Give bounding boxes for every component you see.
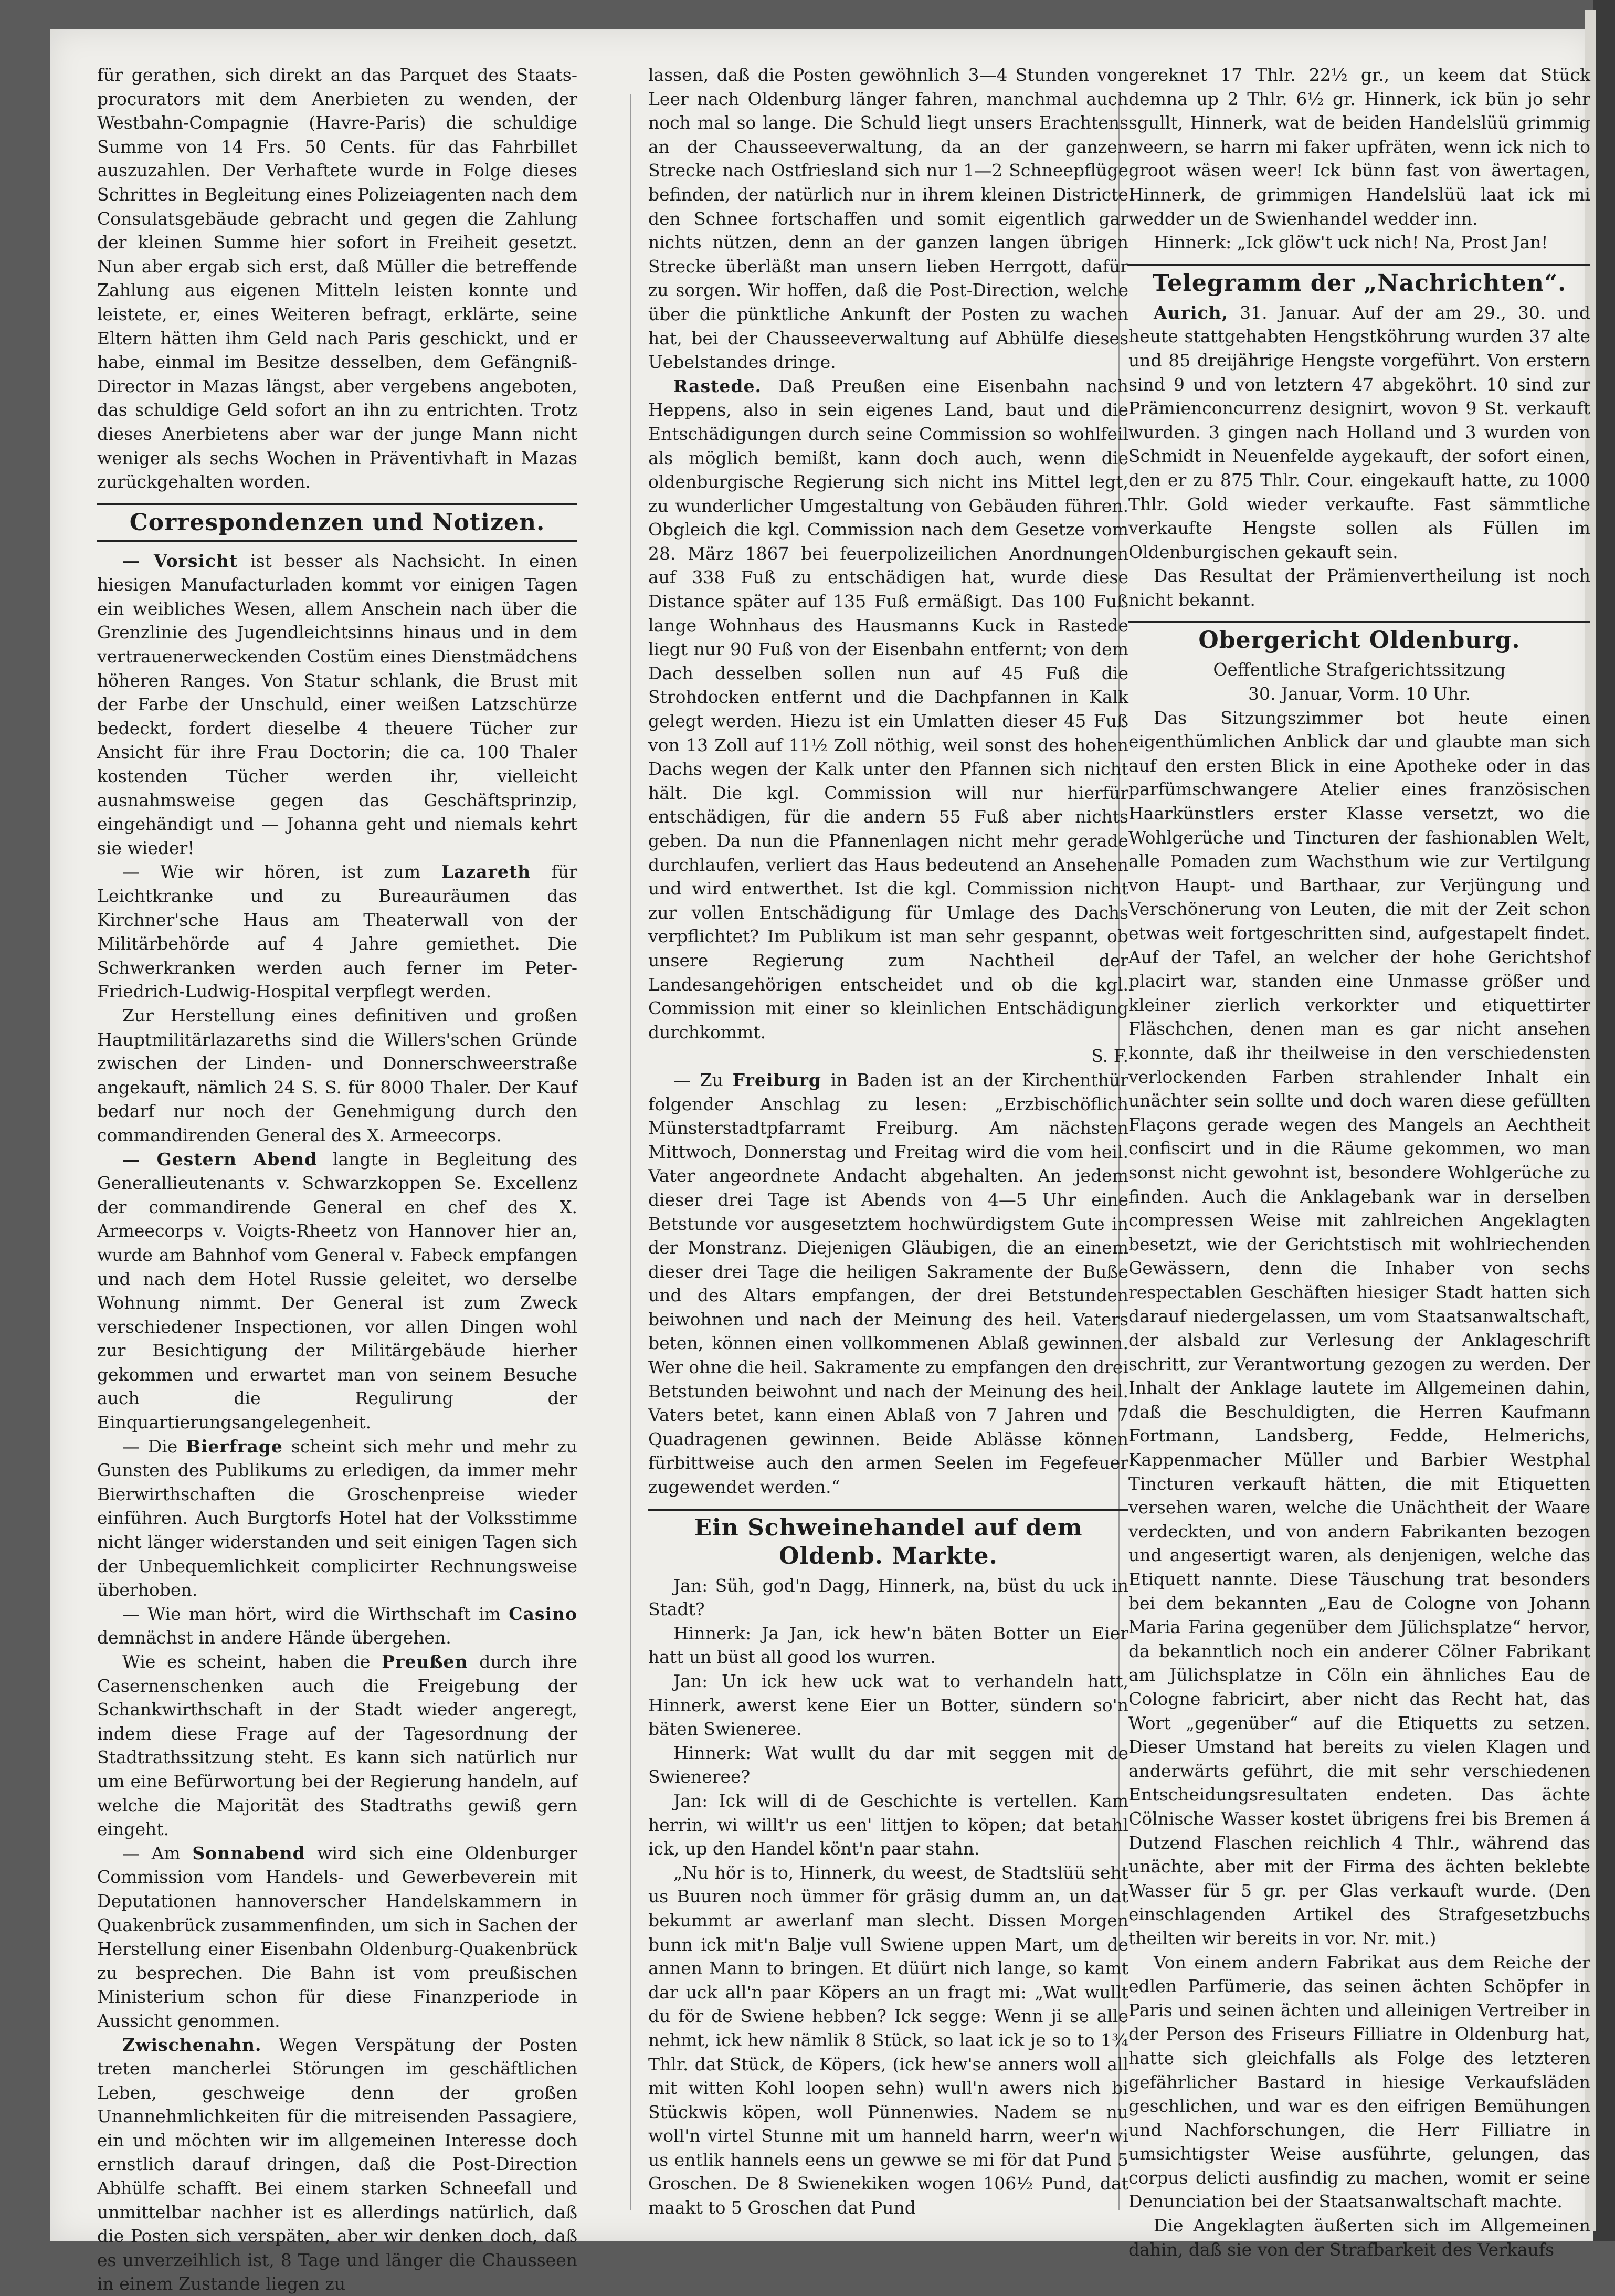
dialogue-line: Jan: Ick will di de Geschichte is vertellen. Kam herrin, wi willt'r us een' littjen to köpen; dat betahl ick, up den Handel könt'n paar stahn. — [648, 1789, 1128, 1861]
section-subheading: 30. Januar, Vorm. 10 Uhr. — [1128, 682, 1590, 706]
notice-keyword: Aurich, — [1154, 302, 1228, 323]
notice-keyword: Lazareth — [441, 861, 531, 882]
notice-keyword: Rastede. — [673, 376, 762, 396]
notice-keyword: — Vorsicht — [122, 551, 238, 571]
notice-text: scheint sich mehr und mehr zu Gunsten des Publikums zu erledigen, da immer mehr Bierwirthschaften die Groschenpreise wieder einführen. Auch Burgtorfs Hotel hat der Volksstimme nicht länger widerstanden und seit einigen Tagen sich der Unbequemlichkeit complicirter Rechnungsweise überhoben. — [97, 1436, 577, 1600]
notice-paragraph: Das Resultat der Prämienvertheilung ist noch nicht bekannt. — [1128, 564, 1590, 612]
section-rule — [97, 503, 577, 505]
notice-lazareth — [97, 860, 577, 1004]
column-rule — [630, 94, 631, 2210]
column-middle — [648, 63, 1128, 2220]
column-left — [97, 63, 577, 2296]
notice-text: — Wie wir hören, ist zum — [122, 861, 441, 882]
section-rule — [1128, 621, 1590, 623]
notice-text: — Zu — [673, 1070, 733, 1090]
notice-bierfrage — [97, 1435, 577, 1602]
section-rule — [648, 1509, 1128, 1511]
notice-text: durch ihre Casernenschenken auch die Freigebung der Schankwirthschaft in der Stadt wieder angeregt, indem diese Frage auf der Tagesordnung der Stadtrathssitzung steht. Es kann sich natürlich nur um eine Befürwortung bei der Regierung handeln, auf welche die Majorität des Stadtraths gewiß gern eingeht. — [97, 1651, 577, 1839]
section-rule — [97, 540, 577, 542]
notice-keyword: — Gestern Abend — [122, 1149, 317, 1170]
notice-sonnabend — [97, 1841, 577, 2033]
notice-freiburg — [648, 1068, 1128, 1499]
notice-casino — [97, 1602, 577, 1650]
notice-aurich — [1128, 301, 1590, 564]
notice-text: ist besser als Nachsicht. In einen hiesigen Manufacturladen kommt vor einigen Tagen ein weibliches Wesen, allem Anschein nach über die Grenzlinie des Jugendleichtsinns hinaus und in dem vertrauenerweckenden Costüm eines Dienstmädchens höheren Ranges. Von Statur schlank, die Brust mit der Farbe der Unschuld, einer weißen Latzschürze bedeckt, fordert dieselbe 4 theuere Tücher zur Ansicht für ihre Frau Doctorin; die ca. 100 Thaler kostenden Tücher werden ihr, vielleicht ausnahmsweise gegen das Geschäftsprinzip, eingehändigt und — Johanna geht und niemals kehrt sie wieder! — [97, 551, 577, 858]
notice-text: für Leichtkranke und zu Bureauräumen das Kirchner'sche Haus am Theaterwall von der Militärbehörde auf 4 Jahre gemiethet. Die Schwerkranken werden auch ferner im Peter-Friedrich-Ludwig-Hospital verpflegt werden. — [97, 861, 577, 1002]
notice-text: Wie es scheint, haben die — [122, 1651, 382, 1672]
section-rule — [1128, 264, 1590, 266]
notice-text: — Wie man hört, wird die Wirthschaft im — [122, 1604, 509, 1624]
dialogue-line: Hinnerk: „Ick glöw't uck nich! Na, Prost Jan! — [1128, 230, 1590, 255]
notice-text: Wegen Verspätung der Posten treten mancherlei Störungen im geschäftlichen Leben, geschweige denn der großen Unannehmlichkeiten für die mitreisenden Passagiere, ein und möchten wir im allgemeinen Interesse doch ernstlich darauf dringen, daß die Post-Direction Abhülfe schafft. Bei einem starken Schneefall und unmittelbar nachher ist es allerdings natürlich, daß die Posten sich verspäten, aber wir denken doch, daß es unverzeihlich ist, 8 Tage und länger die Chausseen in einem Zustande liegen zu — [97, 2035, 577, 2294]
article-continuation: lassen, daß die Posten gewöhnlich 3—4 Stunden von Leer nach Oldenburg länger fahren, manchmal auch noch mal so lange. Die Schuld liegt unsers Erachtens an der Chausseeverwaltung, da an der ganzen Strecke nach Ostfriesland sich nur 1—2 Schneepflüge befinden, der natürlich nur in ihrem kleinen Districte den Schnee fortschaffen und somit eigentlich gar nichts nützen, denn an der ganzen langen übrigen Strecke überläßt man unsern lieben Herrgott, dafür zu sorgen. Wir hoffen, daß die Post-Direction, welche über die pünktliche Ankunft der Posten zu wachen hat, bei der Chausseeverwaltung auf Abhülfe dieses Uebelstandes dringe. — [648, 63, 1128, 374]
dialogue-line: Jan: Un ick hew uck wat to verhandeln hatt, Hinnerk, awerst kene Eier un Botter, sündern so'n bäten Swieneree. — [648, 1669, 1128, 1741]
notice-text: demnächst in andere Hände übergehen. — [97, 1627, 451, 1648]
notice-keyword: Freiburg — [733, 1070, 821, 1090]
notice-text: Daß Preußen eine Eisenbahn nach Heppens, also in sein eigenes Land, baut und die Entschädigungen durch seine Commission so wohlfeil als möglich bemißt, kann doch auch, wenn die oldenburgische Regierung sich nicht ins Mittel legt, zu wunderlicher Umgestaltung von Gebäuden führen. Obgleich die kgl. Commission nach dem Gesetze vom 28. März 1867 bei feuerpolizeilichen Anordnungen auf 338 Fuß zu entschädigen hat, wurde diese Distance später auf 135 Fuß ermäßigt. Das 100 Fuß lange Wohnhaus des Hausmanns Kuck in Rastede liegt nur 90 Fuß von der Eisenbahn entfernt; von dem Dach desselben sollen nun auf 45 Fuß die Strohdocken entfernt und die Dachpfannen in Kalk gelegt werden. Hiezu ist ein Umlatten dieser 45 Fuß von 13 Zoll auf 11½ Zoll nöthig, weil sonst des hohen Dachs wegen der Kalk unter den Pfannen sich nicht hält. Die kgl. Commission will nur hierfür entschädigen, für die andern 55 Fuß aber nichts geben. Da nun die Pfannenlagen nicht mehr gerade durchlaufen, verliert das Haus bedeutend an Ansehen und wird entwerthet. Ist die kgl. Commission nicht zur vollen Entschädigung für Umlage des Dachs verpflichtet? Im Publikum ist man sehr gespannt, ob unsere Regierung zum Nachtheil der Landesangehörigen entscheidet und ob die kgl. Commission mit einer so kleinlichen Entschädigung durchkommt. — [648, 376, 1128, 1042]
section-subheading: Oeffentliche Strafgerichtssitzung — [1128, 658, 1590, 682]
dialogue-line: „Nu hör is to, Hinnerk, du weest, de Stadtslüü seht us Buuren noch ümmer för gräsig dumm an, un dat bekummt ar awerlanf man slecht. Dissen Morgen bunn ick mit'n Balje vull Swiene uppen Mart, um de annen Mann to bringen. Et düürt nich lange, so kamt dar uck all'n paar Köpers an un fragt mi: „Wat wullt du för de Swiene hebben? Ick segge: Wenn ji se alle nehmt, ick hew nämlik 8 Stück, so laat ick je so to 1¾ Thlr. dat Stück, de Köpers, (ick hew'se anners woll all mit witten Kohl loopen sehn) wull'n awers nich bi Stückwis köpen, woll Pünnenwies. Nadem se nu woll'n virtel Stunne mit um hanneld harrn, weer'n wi us entlik hannels eens un gewwe se mi för dat Pund 5 Groschen. De 8 Swienekiken wogen 106½ Pund, dat maakt to 5 Groschen dat Pund — [648, 1861, 1128, 2220]
signature: S. F. — [648, 1044, 1128, 1068]
notice-zwischenahn — [97, 2033, 577, 2296]
column-right — [1128, 63, 1590, 2261]
report-paragraph: Von einem andern Fabrikat aus dem Reiche der edlen Parfümerie, das seinen ächten Schöpfer in Paris und seinen ächten und alleinigen Vertreiber in der Person des Friseurs Filliatre in Oldenburg hat, hatte sich gleichfalls als Folge des letzteren gefährlicher Bastard in hiesige Verkaufsläden geschlichen, und war es den eifrigen Bemühungen und Nachforschungen, die Herr Filliatre in umsichtigster Weise ausführte, gelungen, das corpus delicti ausfindig zu machen, womit er seine Denunciation bei der Staatsanwaltschaft machte. — [1128, 1951, 1590, 2214]
section-heading: Correspondenzen und Notizen. — [97, 509, 577, 537]
notice-text: in Baden ist an der Kirchenthür folgender Anschlag zu lesen: „Erzbischöflich Münsterstadtpfarramt Freiburg. Am nächsten Mittwoch, Donnerstag und Freitag wird die vom heil. Vater angeordnete Andacht abgehalten. An jedem dieser drei Tage ist Abends von 4—5 Uhr eine Betstunde vor ausgesetztem hochwürdigstem Gute in der Monstranz. Diejenigen Gläubigen, die an einem dieser drei Tage die heiligen Sakramente der Buße und des Altars empfangen, der drei Betstunden beiwohnen und nach der Meinung des heil. Vaters beten, können einen vollkommenen Ablaß gewinnen. Wer ohne die heil. Sakramente zu empfangen den drei Betstunden beiwohnt und nach der Meinung des heil. Vaters betet, kann einen Ablaß von 7 Jahren und 7 Quadragenen gewinnen. Beide Ablässe können fürbittweise auch den armen Seelen im Fegefeuer zugewendet werden.“ — [648, 1070, 1128, 1497]
report-paragraph: Die Angeklagten äußerten sich im Allgemeinen dahin, daß sie von der Strafbarkeit des Verkaufs — [1128, 2214, 1590, 2261]
notice-paragraph: Zur Herstellung eines definitiven und großen Hauptmilitärlazareths sind die Willers'schen Gründe zwischen der Linden- und Donnerschweerstraße angekauft, nämlich 24 S. S. für 8000 Thaler. Der Kauf bedarf nur noch der Genehmigung durch den commandirenden General des X. Armeecorps. — [97, 1004, 577, 1147]
notice-text: langte in Begleitung des Generallieutenants v. Schwarzkoppen Se. Excellenz der commandirende General en chef des X. Armeecorps v. Voigts-Rheetz von Hannover hier an, wurde am Bahnhof vom General v. Fabeck empfangen und nach dem Hotel Russie geleitet, wo derselbe Wohnung nimmt. Der General ist zum Zweck verschiedener Inspectionen, vor allen Dingen wohl zur Besichtigung der Militärgebäude hierher gekommen und erwartet man von seinem Besuche auch die Regulirung der Einquartierungsangelegenheit. — [97, 1149, 577, 1433]
report-paragraph: Das Sitzungszimmer bot heute einen eigenthümlichen Anblick dar und glaubte man sich auf den ersten Blick in eine Apotheke oder in das parfümschwangere Atelier eines französischen Haarkünstlers erster Klasse versetzt, wo die Wohlgerüche und Tincturen der fashionablen Welt, alle Pomaden zum Wachsthum wie zur Vertilgung von Haupt- und Barthaar, zur Verjüngung und Verschönerung von Leuten, die mit der Zeit schon etwas weit fortgeschritten sind, aufgestapelt findet. Auf der Tafel, an welcher der hohe Gerichtshof placirt war, standen eine Unmasse größer und kleiner zierlich verkorkter und etiquettirter Fläschchen, denen man es gar nicht ansehen konnte, daß ihr theilweise in den verschiedensten verlockenden Farben strahlender Inhalt ein unächter sein sollte und doch waren diese gefüllten Flaçons gerade wegen des Mangels an Aechtheit confiscirt und in die Räume gekommen, wo man sonst nicht gewohnt ist, besondere Wohlgerüche zu finden. Auch die Anklagebank war in derselben compressen Weise mit zahlreichen Angeklagten besetzt, wie der Gerichtstisch mit wohlriechenden Gewässern, denn die Inhaber von sechs respectablen Geschäften hiesiger Stadt hatten sich darauf niedergelassen, um vom Staatsanwaltschaft, der alsbald zur Verlesung der Anklageschrift schritt, zur Verantwortung gezogen zu werden. Der Inhalt der Anklage lautete im Allgemeinen dahin, daß die Beschuldigten, die Herren Kaufmann Fortmann, Landsberg, Fedde, Helmerichs, Kappenmacher Müller und Barbier Westphal Tincturen verkauft hätten, die mit Etiquetten versehen waren, welche die Unächtheit der Waare verdeckten, und von andern Fabrikanten bezogen und angesertigt waren, als denjenigen, welche das Etiquett nannte. Diese Täuschung trat besonders bei dem bekannten „Eau de Cologne von Johann Maria Farina gegenüber dem Jülichsplatze“ hervor, da bekanntlich noch ein anderer Cölner Fabrikant am Jülichsplatze in Cöln ein ähnliches Eau de Cologne fabricirt, aber nicht das Recht hat, das Wort „gegenüber“ auf die Etiquetts zu setzen. Dieser Umstand hat bereits zu vielen Klagen und anderwärts geführt, die mit sehr verschiedenen Entscheidungsresultaten endeten. Das ächte Cölnische Wasser kostet übrigens frei bis Bremen á Dutzend Flaschen reichlich 4 Thlr., während das unächte, aber mit der Firma des ächten beklebte Wasser für 5 gr. per Glas verkauft wurde. (Den einschlagenden Artikel des Strafgesetzbuchs theilten wir bereits in vor. Nr. mit.) — [1128, 706, 1590, 1951]
dialogue-line: Hinnerk: Wat wullt du dar mit seggen mit de Swieneree? — [648, 1741, 1128, 1789]
section-heading: Ein Schweinehandel auf dem Oldenb. Markte. — [648, 1514, 1128, 1571]
dialogue-line: Hinnerk: Ja Jan, ick hew'n bäten Botter un Eier hatt un büst all good los wurren. — [648, 1621, 1128, 1669]
notice-keyword: Zwischenahn. — [122, 2035, 262, 2055]
article-continuation: gereknet 17 Thlr. 22½ gr., un keem dat Stück demna up 2 Thlr. 6½ gr. Hinnerk, ick bün jo sehr sgullt, Hinnerk, wat de beiden Handelslüü grimmig weern, se harrn mi faker upfräten, wenn ick nich to groot wäsen weer! Ick bünn fast von äwertagen, Hinnerk, de grimmigen Handelslüü laat ick mi wedder un de Swienhandel wedder inn. — [1128, 63, 1590, 230]
notice-rastede — [648, 374, 1128, 1045]
notice-text: wird sich eine Oldenburger Commission vom Handels- und Gewerbeverein mit Deputationen hannoverscher Handelskammern in Quakenbrück zusammenfinden, um sich in Sachen der Herstellung einer Eisenbahn Oldenburg-Quakenbrück zu besprechen. Die Bahn ist vom preußischen Ministerium schon für diese Finanzperiode in Aussicht genommen. — [97, 1843, 577, 2031]
section-heading: Telegramm der „Nachrichten“. — [1128, 269, 1590, 298]
notice-keyword: Preußen — [382, 1651, 468, 1672]
notice-text: — Am — [122, 1843, 192, 1863]
notice-text: 31. Januar. Auf der am 29., 30. und heute stattgehabten Hengstköhrung wurden 37 alte und 85 dreijährige Hengste vorgeführt. Von erstern sind 9 und von letztern 47 abgeköhrt. 10 sind zur Prämienconcurrenz designirt, wovon 9 St. verkauft wurden. 3 gingen nach Holland und 3 wurden von Schmidt in Neuenfelde aygekauft, der sofort einen, den er zu 875 Thlr. Cour. eingekauft hatte, zu 1000 Thlr. Gold wieder verkaufte. Fast sämmtliche verkaufte Hengste sollen als Füllen im Oldenburgischen gekauft sein. — [1128, 302, 1590, 562]
notice-keyword: Bierfrage — [186, 1436, 283, 1457]
notice-gestern — [97, 1147, 577, 1435]
page-edge — [1593, 0, 1615, 2241]
section-heading: Obergericht Oldenburg. — [1128, 626, 1590, 655]
dialogue-line: Jan: Süh, god'n Dagg, Hinnerk, na, büst du uck in Stadt? — [648, 1574, 1128, 1621]
notice-keyword: Casino — [509, 1604, 577, 1624]
notice-preussen — [97, 1650, 577, 1841]
notice-vorsicht — [97, 549, 577, 860]
notice-text: — Die — [122, 1436, 186, 1457]
article-continuation: für gerathen, sich direkt an das Parquet des Staats-procurators mit dem Anerbieten zu wenden, der Westbahn-Compagnie (Havre-Paris) die schuldige Summe von 14 Frs. 50 Cents. für das Fahrbillet auszuzahlen. Der Verhaftete wurde in Folge dieses Schrittes in Begleitung eines Polizeiagenten nach dem Consulatsgebäude gebracht und gegen die Zahlung der kleinen Summe hier sofort in Freiheit gesetzt. Nun aber ergab sich erst, daß Müller die betreffende Zahlung aus eigenen Mitteln leisten konnte und leistete, er, eines Weiteren befragt, erklärte, seine Eltern hätten ihm Geld nach Paris geschickt, und er habe, einmal im Besitze desselben, dem Gefängniß-Director in Mazas längst, aber vergebens angeboten, das schuldige Geld sofort an ihn zu entrichten. Trotz dieses Anerbietens aber war der junge Mann nicht weniger als sechs Wochen in Präventivhaft in Mazas zurückgehalten worden. — [97, 63, 577, 494]
notice-keyword: Sonnabend — [192, 1843, 305, 1863]
